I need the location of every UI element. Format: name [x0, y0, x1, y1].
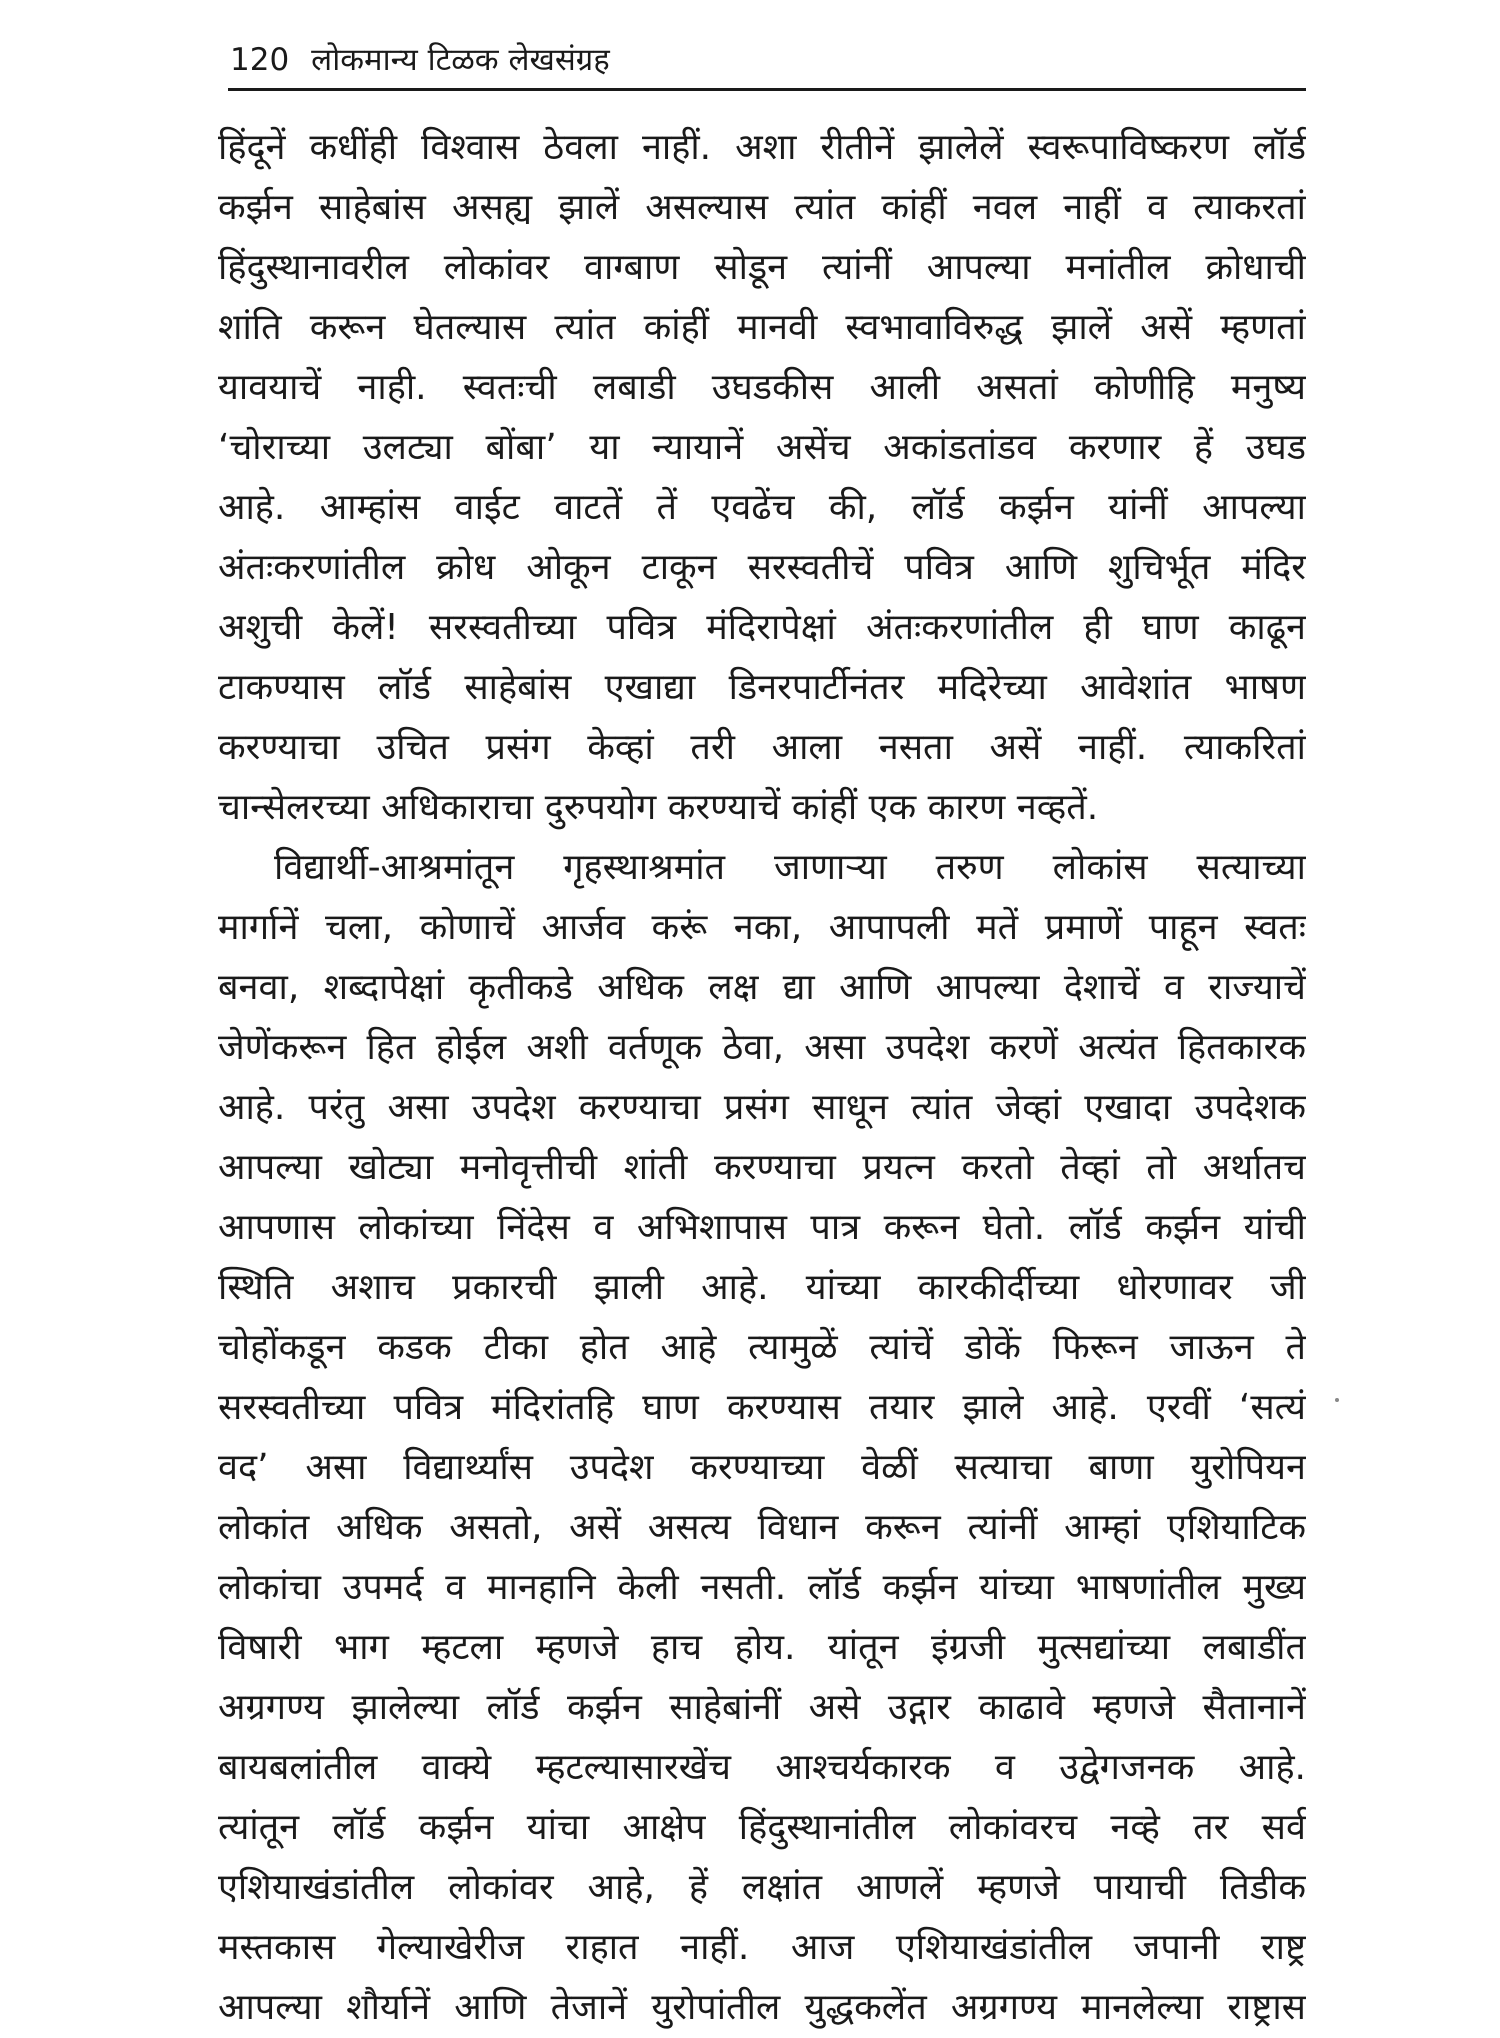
- header-rule: [228, 88, 1306, 91]
- running-head: [230, 38, 610, 82]
- text-line: यावयाचें नाही. स्वतःची लबाडी उघडकीस आली असतां कोणीहि मनुष्य: [218, 367, 1306, 408]
- text-line: एशियाखंडांतील लोकांवर आहे, हें लक्षांत आणलें म्हणजे पायाची तिडीक: [218, 1867, 1306, 1908]
- text-line: वद’ असा विद्यार्थ्यांस उपदेश करण्याच्या वेळीं सत्याचा बाणा युरोपियन: [218, 1447, 1306, 1488]
- text-line: ‘चोराच्या उलट्या बोंबा’ या न्यायानें असेंच अकांडतांडव करणार हें उघड: [218, 427, 1306, 468]
- text-line: त्यांतून लॉर्ड कर्झन यांचा आक्षेप हिंदुस्थानांतील लोकांवरच नव्हे तर सर्व: [218, 1807, 1306, 1848]
- page-number: 120: [230, 42, 290, 78]
- text-line: चान्सेलरच्या अधिकाराचा दुरुपयोग करण्याचें कांहीं एक कारण नव्हतें.: [218, 787, 1099, 828]
- text-line: शांति करून घेतल्यास त्यांत कांहीं मानवी स्वभावाविरुद्ध झालें असें म्हणतां: [218, 307, 1306, 348]
- text-line: लोकांत अधिक असतो, असें असत्य विधान करून त्यांनीं आम्हां एशियाटिक: [218, 1507, 1306, 1548]
- text-line: मस्तकास गेल्याखेरीज राहात नाहीं. आज एशियाखंडांतील जपानी राष्ट्र: [218, 1927, 1306, 1968]
- text-line: अंतःकरणांतील क्रोध ओकून टाकून सरस्वतीचें पवित्र आणि शुचिर्भूत मंदिर: [218, 547, 1306, 588]
- text-line: मार्गानें चला, कोणाचें आर्जव करूं नका, आपापली मतें प्रमाणें पाहून स्वतः: [218, 907, 1306, 948]
- text-line: आपणास लोकांच्या निंदेस व अभिशापास पात्र करून घेतो. लॉर्ड कर्झन यांची: [218, 1207, 1306, 1248]
- text-line: लोकांचा उपमर्द व मानहानि केली नसती. लॉर्ड कर्झन यांच्या भाषणांतील मुख्य: [218, 1567, 1306, 1608]
- text-line: करण्याचा उचित प्रसंग केव्हां तरी आला नसता असें नाहीं. त्याकरितां: [218, 727, 1306, 768]
- text-line: चोहोंकडून कडक टीका होत आहे त्यामुळें त्यांचें डोकें फिरून जाऊन ते: [218, 1327, 1306, 1368]
- text-line: विद्यार्थी-आश्रमांतून गृहस्थाश्रमांत जाणाऱ्या तरुण लोकांस सत्याच्या: [274, 847, 1306, 888]
- text-line: अग्रगण्य झालेल्या लॉर्ड कर्झन साहेबांनीं असे उद्गार काढावे म्हणजे सैतानानें: [218, 1687, 1306, 1728]
- text-line: स्थिति अशाच प्रकारची झाली आहे. यांच्या कारकीर्दीच्या धोरणावर जी: [218, 1267, 1306, 1308]
- text-line: हिंदुस्थानावरील लोकांवर वाग्बाण सोडून त्यांनीं आपल्या मनांतील क्रोधाची: [218, 247, 1306, 288]
- text-line: हिंदूनें कधींही विश्वास ठेवला नाहीं. अशा रीतीनें झालेलें स्वरूपाविष्करण लॉर्ड: [218, 127, 1306, 168]
- text-line: बायबलांतील वाक्ये म्हटल्यासारखेंच आश्चर्यकारक व उद्वेगजनक आहे.: [218, 1747, 1306, 1788]
- scan-speck: [1335, 1398, 1339, 1402]
- text-line: आहे. परंतु असा उपदेश करण्याचा प्रसंग साधून त्यांत जेव्हां एखादा उपदेशक: [218, 1087, 1306, 1128]
- text-line: अशुची केलें! सरस्वतीच्या पवित्र मंदिरापेक्षां अंतःकरणांतील ही घाण काढून: [218, 607, 1306, 648]
- text-line: कर्झन साहेबांस असह्य झालें असल्यास त्यांत कांहीं नवल नाहीं व त्याकरतां: [218, 187, 1306, 228]
- text-line: टाकण्यास लॉर्ड साहेबांस एखाद्या डिनरपार्टीनंतर मदिरेच्या आवेशांत भाषण: [218, 667, 1306, 708]
- text-line: सरस्वतीच्या पवित्र मंदिरांतहि घाण करण्यास तयार झाले आहे. एरवीं ‘सत्यं: [218, 1387, 1306, 1428]
- text-line: जेणेंकरून हित होईल अशी वर्तणूक ठेवा, असा उपदेश करणें अत्यंत हितकारक: [218, 1027, 1306, 1068]
- book-title: लोकमान्य टिळक लेखसंग्रह: [311, 42, 610, 78]
- body-text: [218, 118, 1306, 2038]
- text-line: आपल्या शौर्यानें आणि तेजानें युरोपांतील युद्धकलेंत अग्रगण्य मानलेल्या राष्ट्रास: [218, 1987, 1306, 2028]
- text-line: विषारी भाग म्हटला म्हणजे हाच होय. यांतून इंग्रजी मुत्सद्यांच्या लबाडींत: [218, 1627, 1306, 1668]
- text-line: आहे. आम्हांस वाईट वाटतें तें एवढेंच की, लॉर्ड कर्झन यांनीं आपल्या: [218, 487, 1306, 528]
- text-line: बनवा, शब्दापेक्षां कृतीकडे अधिक लक्ष द्या आणि आपल्या देशाचें व राज्याचें: [218, 967, 1306, 1008]
- text-line: आपल्या खोट्या मनोवृत्तीची शांती करण्याचा प्रयत्न करतो तेव्हां तो अर्थातच: [218, 1147, 1306, 1188]
